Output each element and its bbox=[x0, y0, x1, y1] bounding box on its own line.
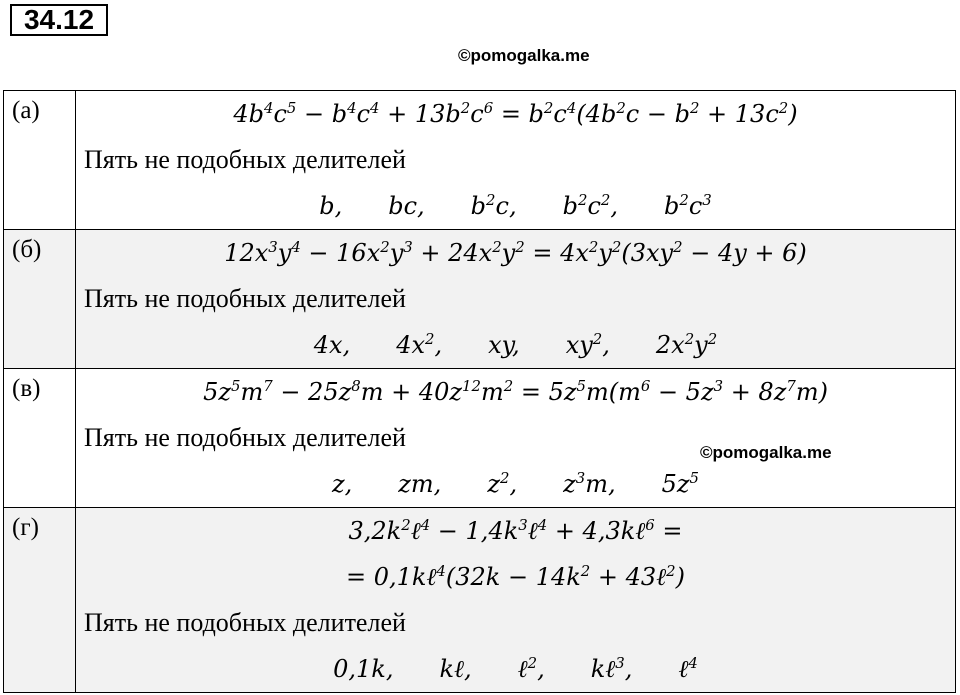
row-label: (а) bbox=[4, 91, 76, 230]
row-label: (в) bbox=[4, 369, 76, 508]
divisor: ℓ$^2$, bbox=[517, 654, 545, 683]
divisor: $z^3m$, bbox=[563, 469, 616, 498]
row-content bbox=[76, 230, 956, 369]
equation: $4b^4c^5 - b^4c^4 + 13b^2c^6 = b^2c^4(4b^2c - b^2 + 13c^2)$ bbox=[233, 99, 798, 128]
solution-row bbox=[4, 230, 956, 369]
row-label: (б) bbox=[4, 230, 76, 369]
caption: Пять не подобных делителей bbox=[84, 608, 406, 637]
solution-row bbox=[4, 91, 956, 230]
caption: Пять не подобных делителей bbox=[84, 145, 406, 174]
divisor-list bbox=[76, 322, 955, 368]
divisor: 0,1k, bbox=[333, 655, 394, 683]
equation: $5z^5m^7 - 25z^8m + 40z^{12}m^2 = 5z^5m(m^6 - 5z^3 + 8z^7m)$ bbox=[203, 377, 828, 406]
row-content bbox=[76, 508, 956, 693]
solution-table bbox=[3, 90, 956, 693]
solution-row bbox=[4, 508, 956, 693]
divisor: z, bbox=[332, 470, 353, 498]
divisor-list bbox=[76, 183, 955, 229]
divisor: ℓ$^4$ bbox=[678, 654, 698, 683]
solution-row bbox=[4, 369, 956, 508]
problem-number: 34.12 bbox=[10, 4, 108, 36]
divisor-list bbox=[76, 461, 955, 507]
divisor: $b^2c^3$ bbox=[664, 191, 712, 220]
watermark: ©pomogalka.me bbox=[700, 443, 832, 462]
equation: = 0,1kℓ$^4$(32k − $14k^2$ + 43ℓ$^2$) bbox=[345, 562, 686, 591]
divisor: $2x^2y^2$ bbox=[655, 330, 718, 359]
row-label: (г) bbox=[4, 508, 76, 693]
divisor: $b^2c$, bbox=[470, 191, 517, 220]
caption: Пять не подобных делителей bbox=[84, 423, 406, 452]
divisor: $z^2$, bbox=[487, 469, 518, 498]
equation: $12x^3y^4 - 16x^2y^3 + 24x^2y^2 = 4x^2y^2(3xy^2 - 4y + 6)$ bbox=[224, 238, 807, 267]
divisor: b, bbox=[319, 192, 343, 220]
divisor: $4x^2$, bbox=[396, 330, 443, 359]
divisor: xy, bbox=[488, 331, 520, 359]
divisor: $b^2c^2$, bbox=[562, 191, 618, 220]
row-content bbox=[76, 91, 956, 230]
divisor: kℓ, bbox=[439, 655, 472, 683]
divisor: zm, bbox=[398, 470, 442, 498]
caption: Пять не подобных делителей bbox=[84, 284, 406, 313]
divisor: $5z^5$ bbox=[661, 469, 699, 498]
divisor: kℓ$^3$, bbox=[590, 654, 633, 683]
divisor: 4x, bbox=[313, 331, 351, 359]
divisor-list bbox=[76, 646, 955, 692]
row-content bbox=[76, 369, 956, 508]
divisor: bc, bbox=[388, 192, 425, 220]
equation: $3,2k^2\ell^4$ − $1,4k^3\ell^4$ + 4,3kℓ$^6$ = bbox=[348, 516, 683, 545]
divisor: $xy^2$, bbox=[565, 330, 610, 359]
watermark: ©pomogalka.me bbox=[458, 46, 590, 65]
